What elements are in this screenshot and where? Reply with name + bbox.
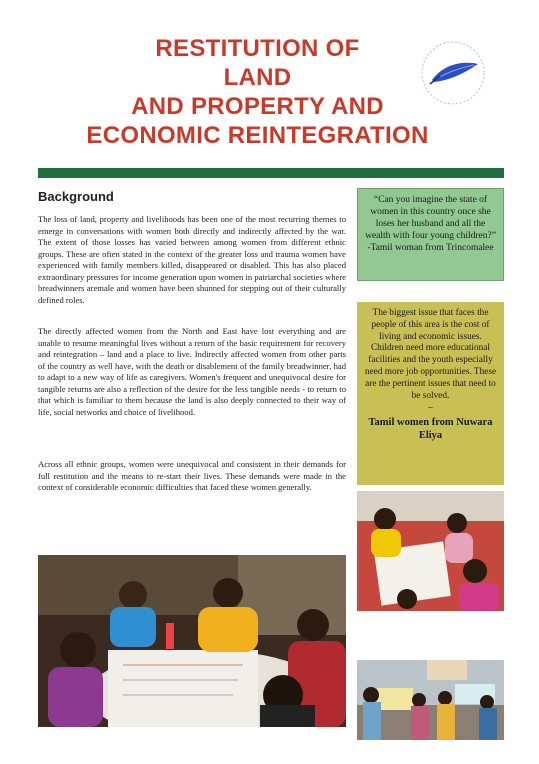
page-title [40,34,475,150]
title-line-3: AND PROPERTY AND [131,93,384,120]
quote-box-trincomalee [357,188,504,281]
title-line-2: LAND [223,64,292,91]
workshop-photo [38,555,346,727]
quote-box-nuwara-eliya [357,302,504,485]
feather-seal-icon [418,38,488,108]
paragraph-3: Across all ethnic groups, women were unequivocal and consistent in their demands for full restitution and the means to re-start their lives. These demands were made in the context of considerable economic difficulties that faced these women generally. [38,459,346,492]
title-line-4: ECONOMIC REINTEGRATION [86,122,429,149]
quote-text: “Can you imagine the state of women in this country once she loses her husband and all the wealth with four young children?” -Tamil woman from Trincomalee [365,195,496,253]
title-line-1: RESTITUTION OF [155,35,360,62]
protest-photo [357,660,504,740]
quote-dash: – [428,403,433,414]
divider-bar [38,168,504,178]
meeting-photo [357,491,504,611]
section-heading: Background [38,189,114,204]
paragraph-1: The loss of land, property and livelihoods has been one of the most recurring themes to emerge in conversations with women both directly and indirectly affected by the war. The extent of those losses has varied between among women from different ethnic groups. These are often stated in the context of the greater loss and trauma women have experienced with family members killed, disappeared or disabled. This has also placed extraordinary pressures for income generation upon women in patriarchal societies where breadwinners aremale and women have been shunned for stepping out of their culturally defined roles. [38,214,346,305]
quote-attribution: Tamil women from Nuwara Eliya [368,417,493,442]
quote-text: The biggest issue that faces the people of this area is the cost of living and economic issues. Children need more educational facilities and the youth especially need more job opportunities. These are the pertinent issues that need to be solved. [364,308,497,401]
paragraph-2: The directly affected women from the North and East have lost everything and are unable to resume meaningful lives without a return of the basic requirement for recovery and reintegration – land and a place to live. Indirectly affected women from other parts of the country as well have, with the death or disablement of the family breadwinner, had to adapt to a new way of life as caregivers. Women's frequent and unequivocal desire for tangible returns are also a reflection of the desire for the less tangible needs - to return to that which is familiar to them because the land is also deeply connected to their way of life, social networks and choice of livelihood. [38,326,346,417]
